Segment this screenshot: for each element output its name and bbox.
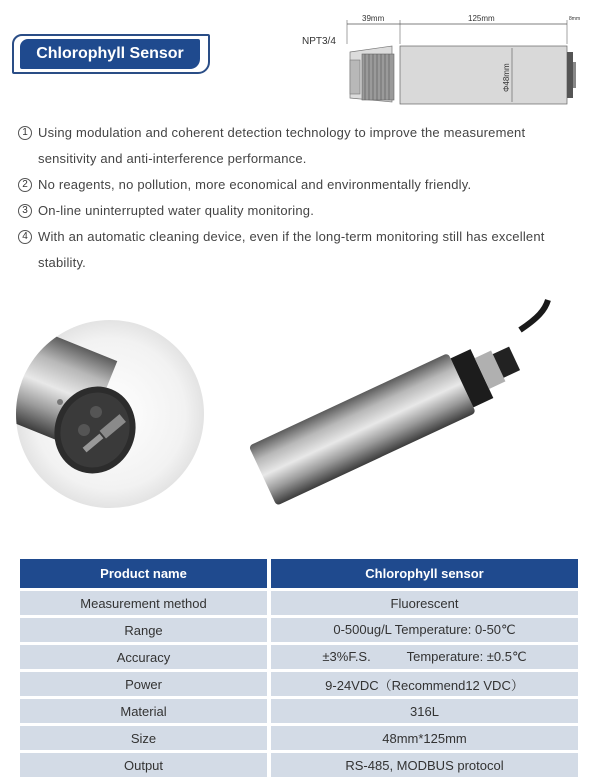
row-label: Range <box>20 618 267 642</box>
title-badge <box>12 34 212 74</box>
sensor-closeup-photo <box>0 320 204 508</box>
row-value: Fluorescent <box>271 591 578 615</box>
row-label: Output <box>20 753 267 777</box>
row-value: 9-24VDC（Recommend12 VDC） <box>271 672 578 696</box>
row-value: ±3%F.S. Temperature: ±0.5℃ <box>271 645 578 669</box>
dim-125mm: 125mm <box>468 14 495 23</box>
sensor-main-photo <box>249 300 548 506</box>
table-row <box>20 591 578 615</box>
row-value: 48mm*125mm <box>271 726 578 750</box>
feature-number: 1 <box>18 126 32 140</box>
product-photos <box>0 290 592 530</box>
row-label: Accuracy <box>20 645 267 669</box>
row-label: Measurement method <box>20 591 267 615</box>
table-row <box>20 726 578 750</box>
feature-text: On-line uninterrupted water quality monitoring. <box>38 203 315 218</box>
row-label: Size <box>20 726 267 750</box>
row-value: 0-500ug/L Temperature: 0-50℃ <box>271 618 578 642</box>
row-label: Material <box>20 699 267 723</box>
feature-text: Using modulation and coherent detection technology to improve the measurement sensitivity and anti-interference performance. <box>38 125 526 166</box>
dim-39mm: 39mm <box>362 14 385 23</box>
feature-item <box>18 198 578 224</box>
header-product-name: Product name <box>20 559 267 588</box>
page-title: Chlorophyll Sensor <box>20 39 200 69</box>
dim-thread: NPT3/4 <box>302 36 336 47</box>
table-row <box>20 618 578 642</box>
table-header-row <box>20 559 578 588</box>
table-row <box>20 699 578 723</box>
feature-text: With an automatic cleaning device, even if the long-term monitoring still has excellent stability. <box>38 229 545 270</box>
row-value: 316L <box>271 699 578 723</box>
table-row <box>20 645 578 669</box>
dim-diameter: Φ48mm <box>502 63 511 92</box>
header-product-value: Chlorophyll sensor <box>271 559 578 588</box>
feature-text: No reagents, no pollution, more economical and environmentally friendly. <box>38 177 472 192</box>
row-label: Power <box>20 672 267 696</box>
feature-list <box>18 120 578 276</box>
row-value: RS-485, MODBUS protocol <box>271 753 578 777</box>
table-row <box>20 672 578 696</box>
feature-number: 2 <box>18 178 32 192</box>
dimension-drawing <box>292 6 592 116</box>
spec-table <box>16 556 582 780</box>
feature-item <box>18 172 578 198</box>
feature-number: 4 <box>18 230 32 244</box>
feature-item <box>18 224 578 276</box>
dim-end: 8mm <box>569 16 581 22</box>
feature-item <box>18 120 578 172</box>
feature-number: 3 <box>18 204 32 218</box>
table-row <box>20 753 578 777</box>
